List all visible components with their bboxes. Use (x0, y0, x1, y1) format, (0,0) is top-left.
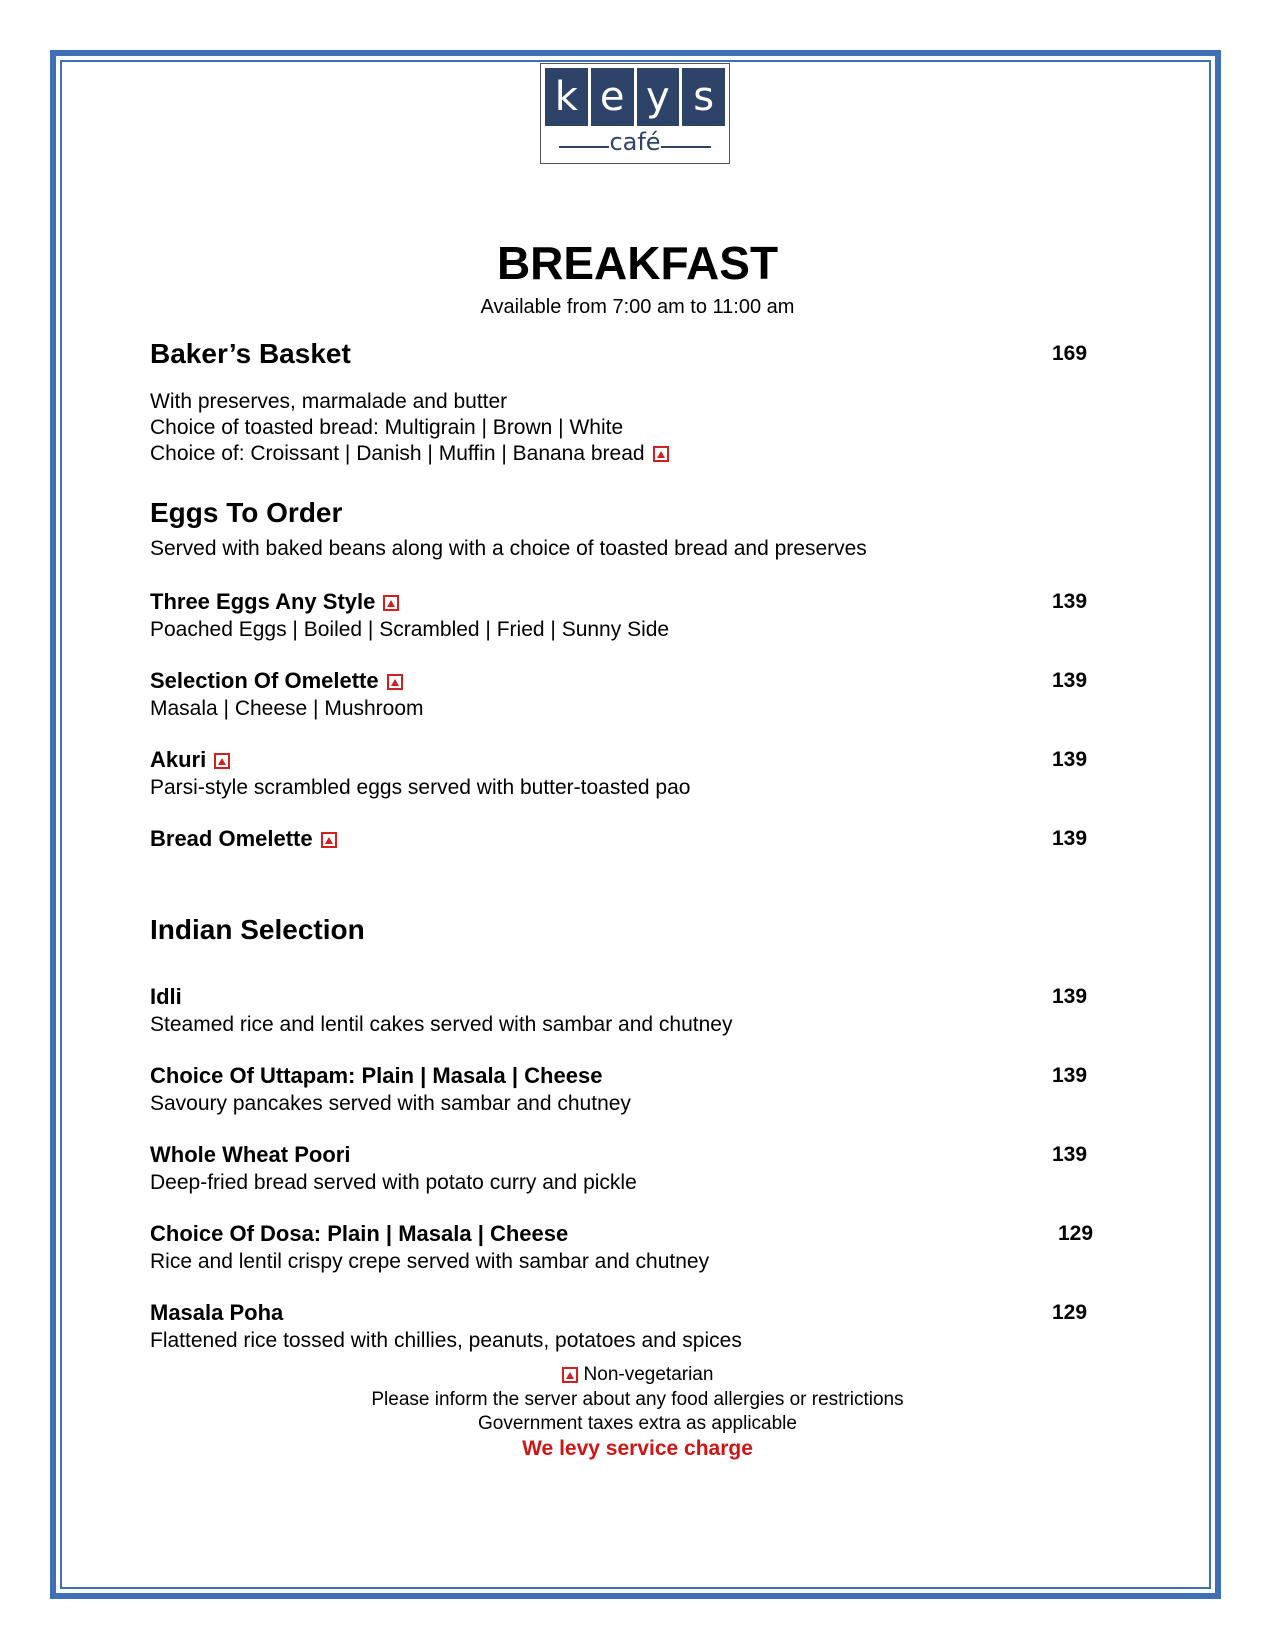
non-veg-icon (387, 674, 403, 690)
keys-cafe-logo (540, 63, 730, 164)
bakers-basket-line-wrap (150, 440, 669, 467)
menu-item-desc: Flattened rice tossed with chillies, peanuts, potatoes and spices (150, 1329, 742, 1352)
tax-notice: Government taxes extra as applicable (478, 1413, 797, 1434)
non-veg-icon (562, 1367, 578, 1383)
logo-letter: k (545, 68, 588, 126)
bakers-basket-line: With preserves, marmalade and butter (150, 390, 508, 413)
bakers-basket-price: 169 (1052, 342, 1088, 365)
menu-item-price: 139 (1052, 669, 1088, 692)
allergy-notice: Please inform the server about any food allergies or restrictions (371, 1389, 904, 1410)
non-veg-icon (321, 832, 337, 848)
bakers-basket-line: Choice of toasted bread: Multigrain | Brown | White (150, 416, 624, 439)
eggs-section-subtitle: Served with baked beans along with a choice of toasted bread and preserves (150, 537, 867, 560)
non-veg-icon (214, 753, 230, 769)
page-title: BREAKFAST (496, 237, 779, 289)
menu-item-desc: Masala | Cheese | Mushroom (150, 697, 424, 720)
logo-subtitle: café (541, 128, 729, 156)
menu-item-name: Selection Of Omelette (150, 668, 403, 694)
menu-item-desc: Parsi-style scrambled eggs served with butter-toasted pao (150, 776, 691, 799)
menu-item-price: 129 (1058, 1222, 1094, 1245)
menu-item-price: 129 (1052, 1301, 1088, 1324)
menu-item-desc: Savoury pancakes served with sambar and chutney (150, 1092, 631, 1115)
indian-section-title: Indian Selection (150, 914, 365, 945)
service-charge-notice: We levy service charge (522, 1437, 753, 1460)
menu-item-desc: Deep-fried bread served with potato curry and pickle (150, 1171, 637, 1194)
menu-item-name: Bread Omelette (150, 826, 337, 852)
eggs-section-title: Eggs To Order (150, 497, 343, 528)
menu-item-price: 139 (1052, 748, 1088, 771)
non-veg-icon (383, 595, 399, 611)
menu-item-price: 139 (1052, 985, 1088, 1008)
menu-item-price: 139 (1052, 590, 1088, 613)
menu-item-name: Akuri (150, 747, 230, 773)
non-veg-legend: Non-vegetarian (0, 1364, 1275, 1386)
menu-item-price: 139 (1052, 1143, 1088, 1166)
non-veg-icon (653, 446, 669, 462)
bakers-basket-title: Baker’s Basket (150, 338, 351, 369)
menu-item-desc: Steamed rice and lentil cakes served with sambar and chutney (150, 1013, 733, 1036)
menu-item-desc: Poached Eggs | Boiled | Scrambled | Fried | Sunny Side (150, 618, 670, 641)
menu-item-name: Whole Wheat Poori (150, 1142, 351, 1167)
menu-item-name: Choice Of Dosa: Plain | Masala | Cheese (150, 1221, 569, 1246)
menu-item-name: Three Eggs Any Style (150, 589, 399, 615)
menu-item-desc: Rice and lentil crispy crepe served with sambar and chutney (150, 1250, 710, 1273)
menu-item-price: 139 (1052, 827, 1088, 850)
bakers-basket-line: Choice of: Croissant | Danish | Muffin | Banana bread (150, 442, 645, 465)
logo-letter: y (637, 68, 680, 126)
logo-letter: e (591, 68, 634, 126)
menu-item-name: Idli (150, 984, 182, 1009)
menu-item-name: Masala Poha (150, 1300, 284, 1325)
availability-text: Available from 7:00 am to 11:00 am (480, 296, 795, 318)
logo-letter: s (682, 68, 725, 126)
menu-item-price: 139 (1052, 1064, 1088, 1087)
menu-item-name: Choice Of Uttapam: Plain | Masala | Cheese (150, 1063, 603, 1088)
